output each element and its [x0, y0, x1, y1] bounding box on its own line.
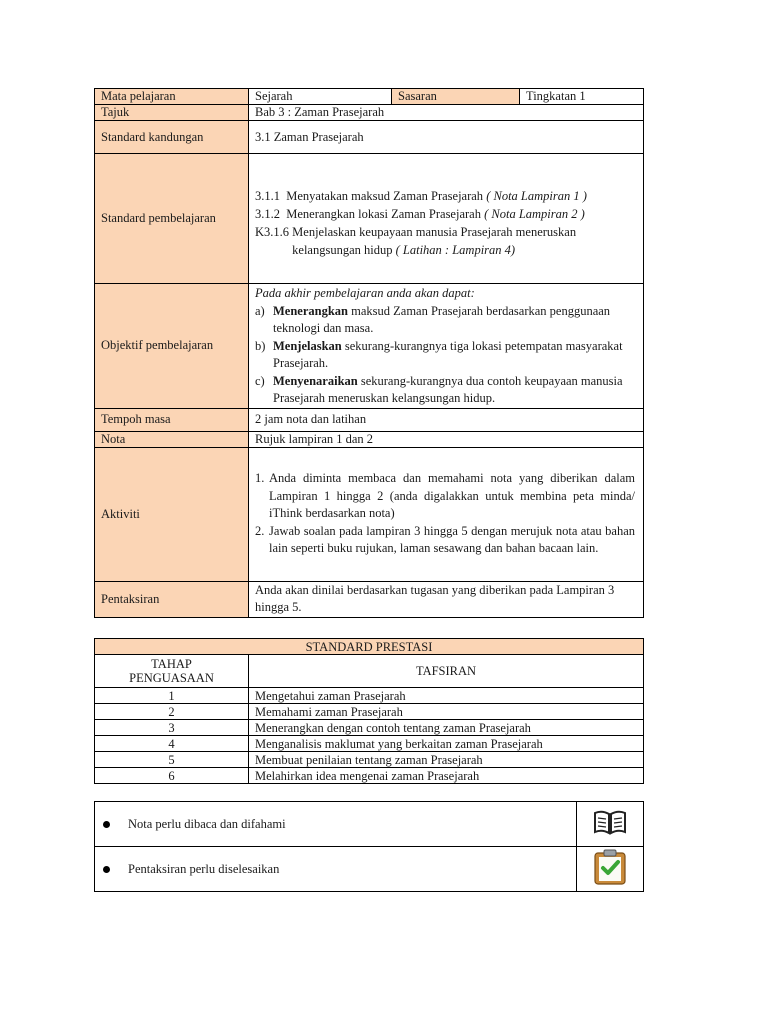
- learning-standard-code: 3.1.1: [255, 188, 287, 203]
- level-number: 2: [95, 704, 249, 720]
- activity-text: Anda diminta membaca dan memahami nota yang diberikan dalam Lampiran 1 hingga 2 (anda digalakkan untuk membina peta minda/ iThink berdasarkan nota): [269, 471, 635, 521]
- learning-standard-note: ( Nota Lampiran 1 ): [486, 188, 587, 203]
- level-column-header: TAHAP PENGUASAAN: [95, 655, 249, 688]
- learning-standard-item: [255, 187, 637, 205]
- objective-item: [255, 338, 637, 373]
- legend-text: Pentaksiran perlu diselesaikan: [128, 861, 280, 876]
- objective-text: maksud Zaman Prasejarah berdasarkan penggunaan teknologi dan masa.: [273, 303, 611, 335]
- subject-label: Mata pelajaran: [95, 89, 249, 105]
- learning-standard-list: [249, 154, 644, 284]
- objective-text: sekurang-kurangnya tiga lokasi petempatan masyarakat Prasejarah.: [273, 338, 623, 370]
- legend-table: [94, 801, 644, 892]
- level-description: Menerangkan dengan contoh tentang zaman Prasejarah: [249, 720, 644, 736]
- table-row: [95, 736, 644, 752]
- note-value: Rujuk lampiran 1 dan 2: [249, 431, 644, 447]
- learning-standard-code: 3.1.2: [255, 206, 287, 221]
- subject-value: Sejarah: [249, 89, 392, 105]
- note-label: Nota: [95, 431, 249, 447]
- learning-standard-text: Menerangkan lokasi Zaman Prasejarah: [286, 206, 485, 221]
- learning-standard-text: Menyatakan maksud Zaman Prasejarah: [286, 188, 487, 203]
- level-number: 5: [95, 752, 249, 768]
- objective-label: Objektif pembelajaran: [95, 284, 249, 409]
- table-row: [95, 720, 644, 736]
- topic-label: Tajuk: [95, 105, 249, 121]
- target-label: Sasaran: [392, 89, 520, 105]
- learning-standard-text: Menjelaskan keupayaan manusia Prasejarah meneruskan kelangsungan hidup: [292, 224, 577, 257]
- level-description: Menganalisis maklumat yang berkaitan zaman Prasejarah: [249, 736, 644, 752]
- learning-standard-label: Standard pembelajaran: [95, 154, 249, 284]
- level-number: 3: [95, 720, 249, 736]
- clipboard-check-icon: [577, 847, 644, 892]
- objective-marker: c): [255, 373, 265, 388]
- topic-value: Bab 3 : Zaman Prasejarah: [249, 105, 644, 121]
- level-description: Membuat penilaian tentang zaman Prasejarah: [249, 752, 644, 768]
- activity-marker: 1.: [255, 471, 265, 486]
- activity-marker: 2.: [255, 523, 265, 538]
- assessment-value: Anda akan dinilai berdasarkan tugasan yang diberikan pada Lampiran 3 hingga 5.: [249, 581, 644, 617]
- bullet-icon: [103, 866, 110, 873]
- assessment-label: Pentaksiran: [95, 581, 249, 617]
- level-number: 1: [95, 688, 249, 704]
- objective-item: [255, 303, 637, 338]
- objective-list: [249, 284, 644, 409]
- objective-verb: Menerangkan: [273, 303, 348, 318]
- bullet-icon: [103, 821, 110, 828]
- learning-standard-note: ( Latihan : Lampiran 4): [395, 242, 516, 257]
- content-standard-value: 3.1 Zaman Prasejarah: [249, 121, 644, 154]
- performance-standard-table: [94, 638, 644, 784]
- duration-label: Tempoh masa: [95, 408, 249, 431]
- table-row: [95, 704, 644, 720]
- performance-standard-title: STANDARD PRESTASI: [95, 639, 644, 655]
- learning-standard-item: [255, 205, 637, 223]
- legend-row: [95, 802, 644, 847]
- open-book-icon: [577, 802, 644, 847]
- content-standard-label: Standard kandungan: [95, 121, 249, 154]
- table-row: [95, 752, 644, 768]
- objective-marker: a): [255, 303, 265, 318]
- learning-standard-code: K3.1.6: [255, 224, 293, 239]
- objective-verb: Menyenaraikan: [273, 373, 358, 388]
- activity-list: [249, 447, 644, 581]
- level-description: Mengetahui zaman Prasejarah: [249, 688, 644, 704]
- activity-text: Jawab soalan pada lampiran 3 hingga 5 dengan merujuk nota atau bahan lain seperti buku rujukan, laman sesawang dan bahan bacaan lain.: [269, 523, 635, 556]
- duration-value: 2 jam nota dan latihan: [249, 408, 644, 431]
- legend-text: Nota perlu dibaca dan difahami: [128, 816, 286, 831]
- target-value: Tingkatan 1: [520, 89, 644, 105]
- description-column-header: TAFSIRAN: [249, 655, 644, 688]
- level-number: 6: [95, 768, 249, 784]
- learning-standard-note: ( Nota Lampiran 2 ): [484, 206, 585, 221]
- objective-intro: Pada akhir pembelajaran anda akan dapat:: [255, 286, 475, 300]
- lesson-plan-table: [94, 88, 644, 618]
- activity-item: [255, 523, 635, 558]
- objective-item: [255, 373, 637, 408]
- activity-item: [255, 470, 635, 523]
- activity-label: Aktiviti: [95, 447, 249, 581]
- level-description: Melahirkan idea mengenai zaman Prasejarah: [249, 768, 644, 784]
- level-number: 4: [95, 736, 249, 752]
- objective-text: sekurang-kurangnya dua contoh keupayaan manusia Prasejarah meneruskan kelangsungan hidup.: [273, 373, 623, 405]
- table-row: [95, 688, 644, 704]
- objective-marker: b): [255, 338, 266, 353]
- table-row: [95, 768, 644, 784]
- level-description: Memahami zaman Prasejarah: [249, 704, 644, 720]
- legend-row: [95, 847, 644, 892]
- learning-standard-item: [255, 223, 637, 259]
- objective-verb: Menjelaskan: [273, 338, 342, 353]
